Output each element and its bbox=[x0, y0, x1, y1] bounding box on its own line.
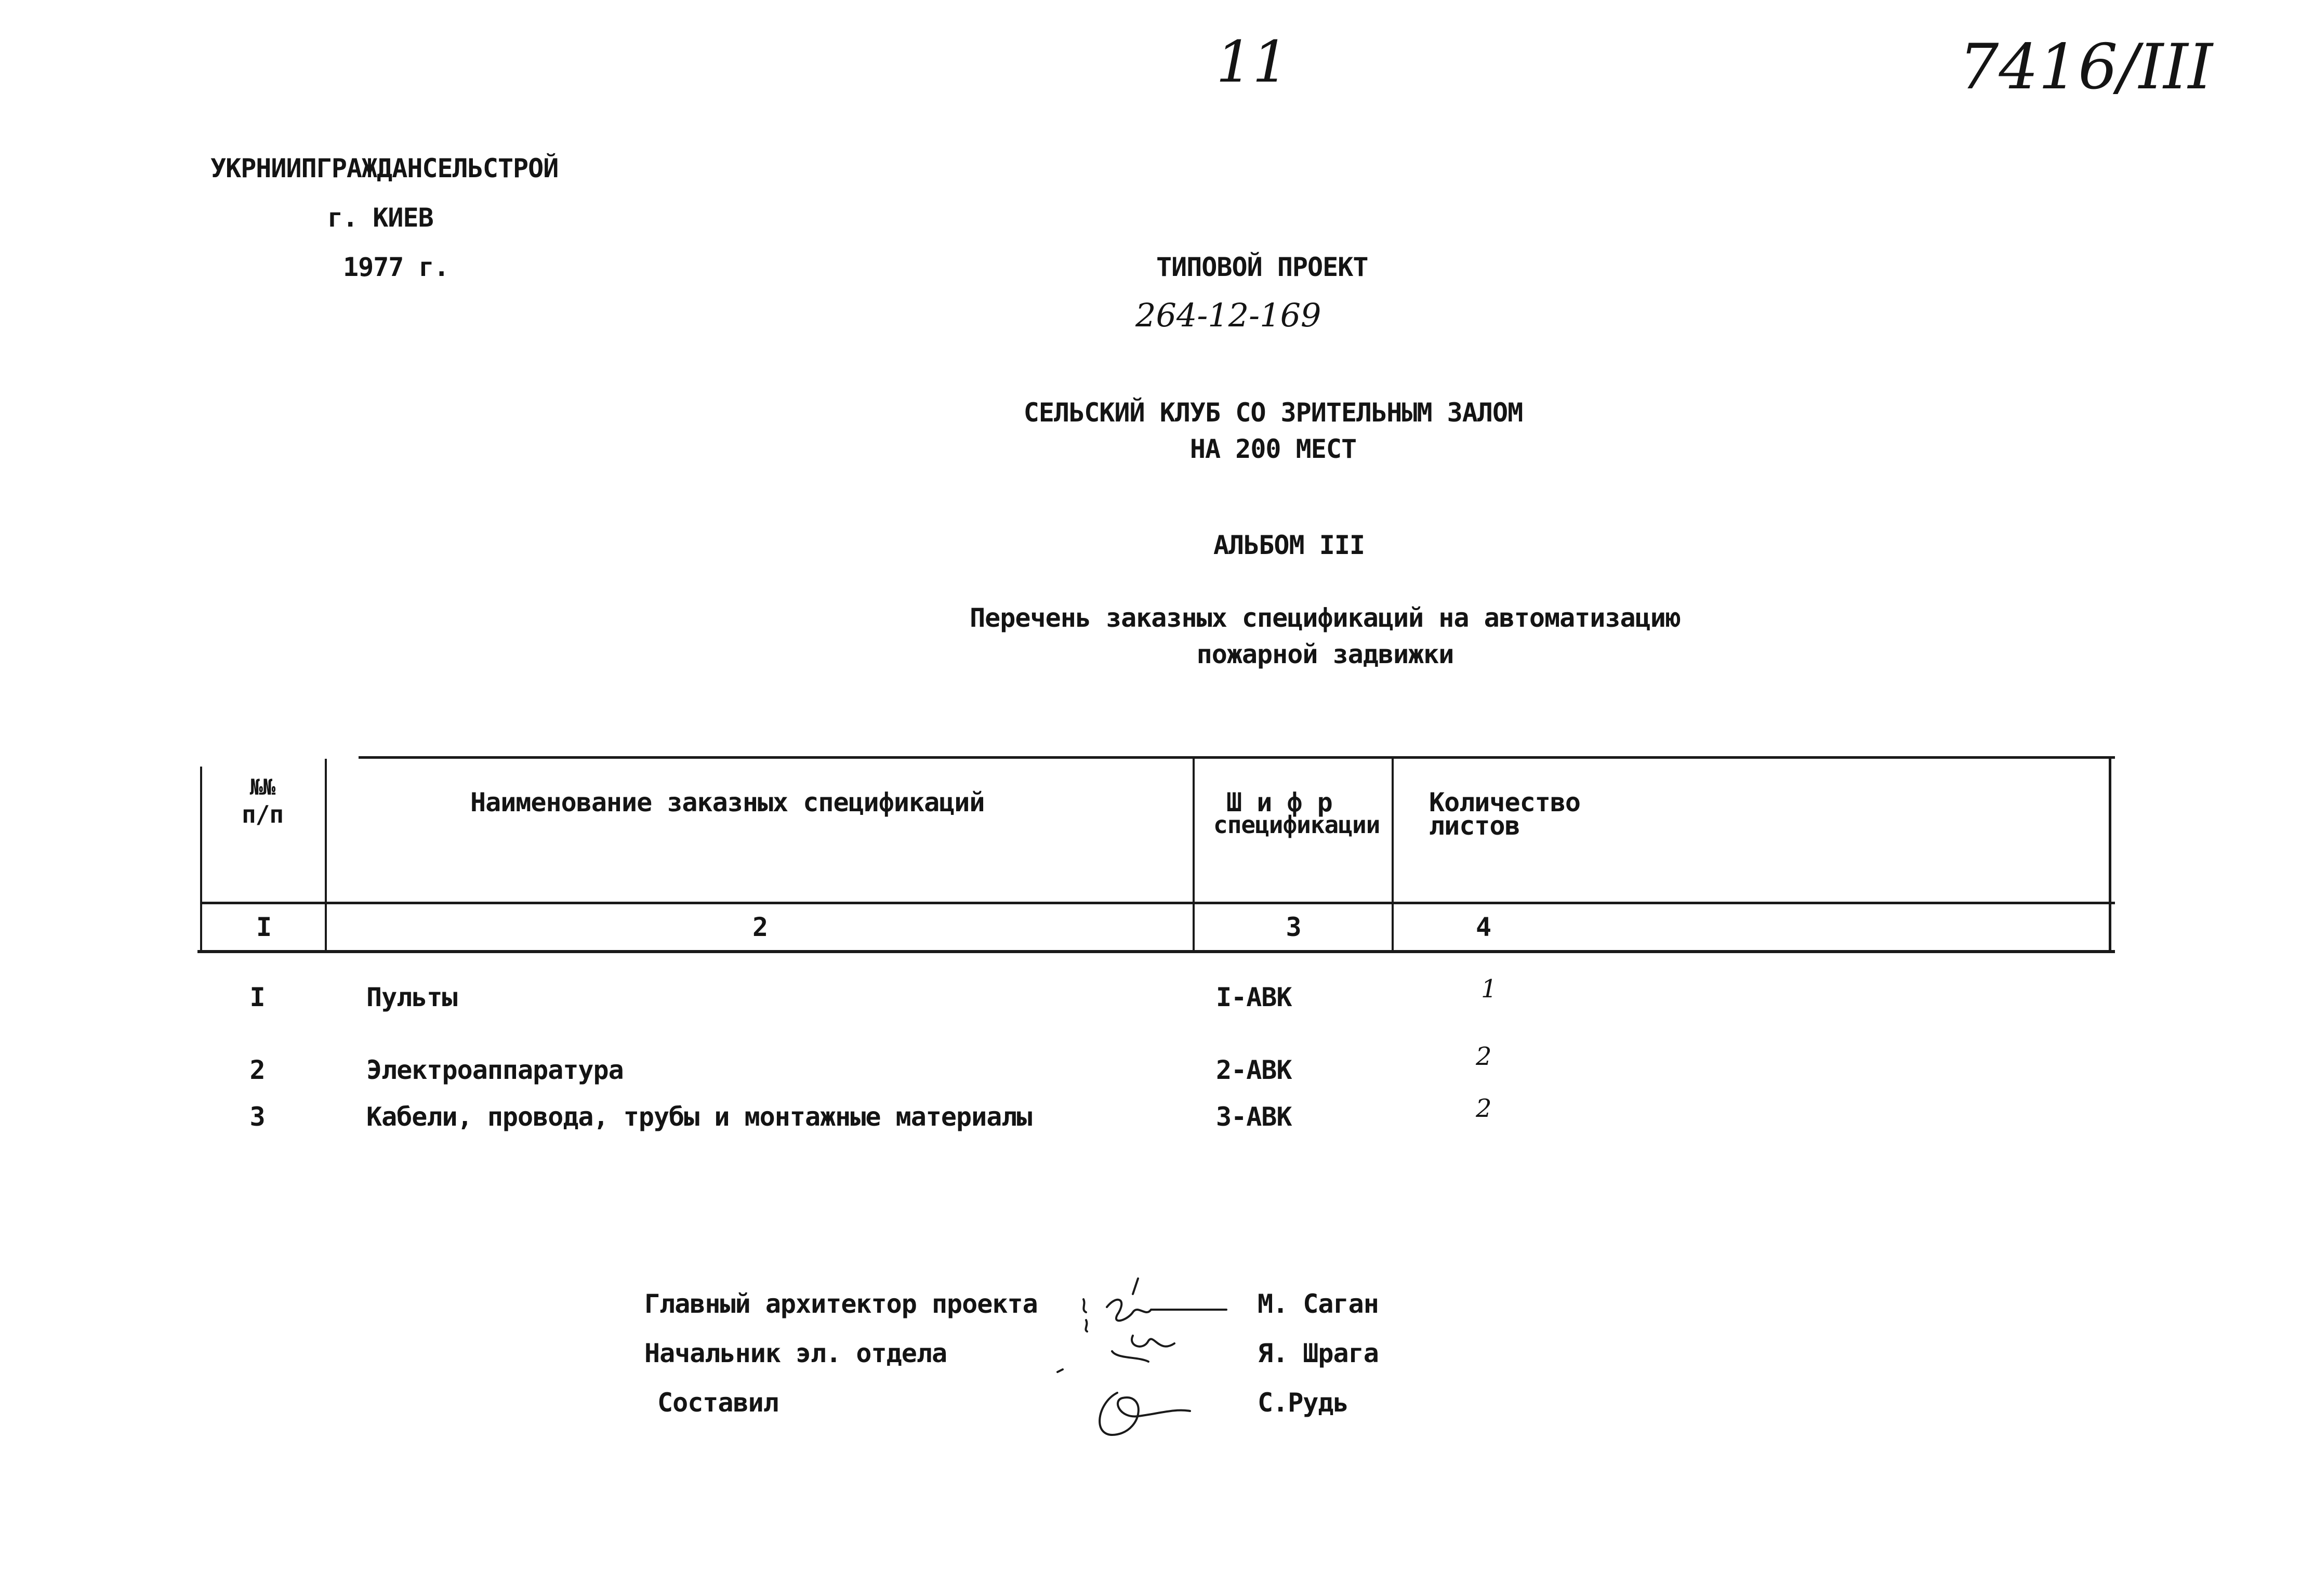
table-col-divider-3 bbox=[1392, 759, 1394, 952]
header-num-line2: п/п bbox=[241, 800, 284, 828]
row-number: 3 bbox=[249, 1102, 265, 1132]
archive-number: 7416/III bbox=[1959, 31, 2213, 103]
header-num-line1: №№ bbox=[249, 774, 275, 800]
document-subtitle-line2: пожарной задвижки bbox=[1196, 639, 1454, 669]
table-right-border bbox=[2109, 759, 2111, 952]
year: 1977 г. bbox=[343, 252, 449, 282]
handwritten-signature bbox=[1055, 1268, 1237, 1455]
signature-role: Составил bbox=[657, 1388, 778, 1418]
column-number-1: I bbox=[256, 912, 272, 942]
row-name: Кабели, провода, трубы и монтажные материалы bbox=[366, 1102, 1032, 1132]
header-sheets-line1: Количество bbox=[1429, 787, 1581, 817]
column-number-3: 3 bbox=[1286, 912, 1301, 942]
project-code: 264-12-169 bbox=[1135, 296, 1321, 334]
table-left-border bbox=[200, 767, 202, 951]
row-sheets: 2 bbox=[1476, 1094, 1492, 1123]
signature-name: Я. Шрага bbox=[1258, 1338, 1379, 1368]
row-name: Электроаппаратура bbox=[366, 1055, 624, 1085]
project-title-line1: СЕЛЬСКИЙ КЛУБ СО ЗРИТЕЛЬНЫМ ЗАЛОМ bbox=[1023, 398, 1523, 428]
project-type: ТИПОВОЙ ПРОЕКТ bbox=[1156, 252, 1368, 282]
row-sheets: 2 bbox=[1476, 1042, 1492, 1071]
project-title-line2: НА 200 МЕСТ bbox=[1189, 434, 1357, 464]
row-number: I bbox=[249, 982, 265, 1012]
header-name: Наименование заказных спецификаций bbox=[470, 787, 985, 817]
table-col-divider-2 bbox=[1193, 759, 1195, 952]
signature-role: Начальник эл. отдела bbox=[644, 1338, 947, 1368]
row-code: 3-АВК bbox=[1216, 1102, 1292, 1132]
document-subtitle-line1: Перечень заказных спецификаций на автоматизацию bbox=[970, 603, 1681, 633]
row-sheets: 1 bbox=[1481, 974, 1497, 1004]
page-number: 11 bbox=[1216, 29, 1289, 95]
signature-name: М. Саган bbox=[1258, 1289, 1379, 1319]
table-column-numbers-divider bbox=[197, 950, 2115, 953]
column-number-4: 4 bbox=[1476, 912, 1491, 942]
column-number-2: 2 bbox=[752, 912, 768, 942]
row-code: 2-АВК bbox=[1216, 1055, 1292, 1085]
row-number: 2 bbox=[249, 1055, 265, 1085]
signature-name: С.Рудь bbox=[1258, 1388, 1348, 1418]
album-label: АЛЬБОМ III bbox=[1213, 530, 1365, 560]
header-sheets-line2: листов bbox=[1429, 811, 1520, 841]
row-code: I-АВК bbox=[1216, 982, 1292, 1012]
city: г. КИЕВ bbox=[327, 203, 433, 233]
organization-name: УКРНИИПГРАЖДАНСЕЛЬСТРОЙ bbox=[210, 153, 559, 183]
signature-role: Главный архитектор проекта bbox=[644, 1289, 1038, 1319]
header-code-line1: Ш и ф р bbox=[1226, 787, 1332, 817]
table-col-divider-1 bbox=[325, 759, 327, 952]
table-top-border bbox=[359, 756, 2115, 759]
row-name: Пульты bbox=[366, 982, 457, 1012]
header-code-line2: спецификации bbox=[1213, 811, 1380, 839]
table-header-divider bbox=[200, 902, 2115, 904]
